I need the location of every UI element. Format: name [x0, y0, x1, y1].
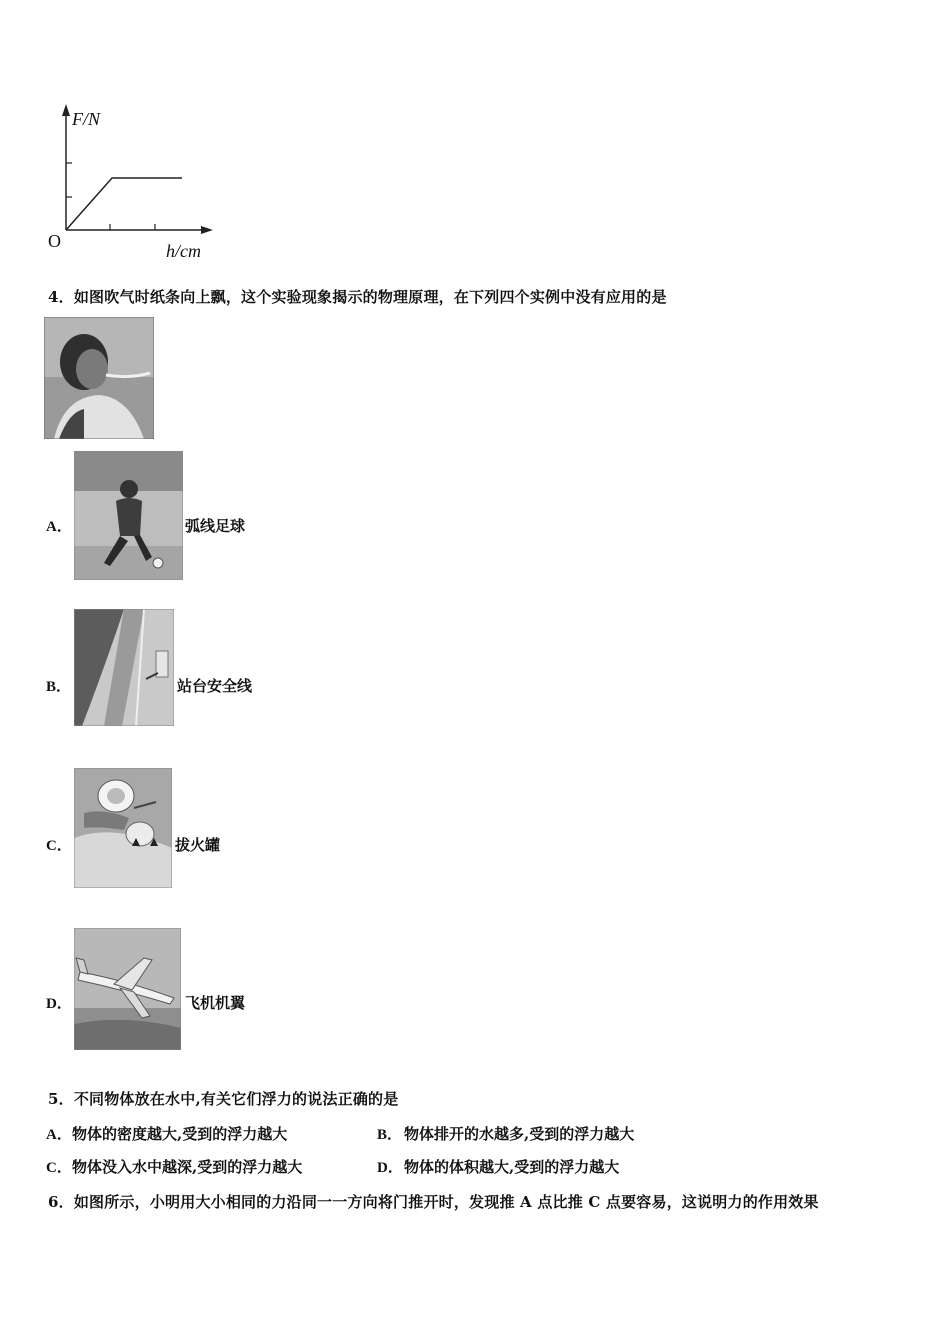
graph-y-label: F/N: [72, 109, 101, 129]
question-5-stem: 5．不同物体放在水中,有关它们浮力的说法正确的是: [48, 1090, 399, 1108]
graph-origin-label: O: [48, 231, 61, 251]
q5-option-b-letter: B．: [377, 1127, 403, 1143]
q4-option-a-text: 弧线足球: [185, 517, 246, 535]
q4-option-b-text: 站台安全线: [177, 677, 253, 695]
curve-football-photo[interactable]: [74, 451, 183, 580]
q4-option-c-letter: C．: [46, 838, 72, 854]
question-4-stem: 4．如图吹气时纸条向上飘，这个实验现象揭示的物理原理，在下列四个实例中没有应用的是: [48, 288, 667, 306]
platform-safety-line-photo[interactable]: [74, 609, 174, 726]
q4-option-c-text: 拔火罐: [175, 836, 221, 854]
q5-option-b-text: 物体排开的水越多,受到的浮力越大: [404, 1125, 635, 1143]
airplane-wing-photo[interactable]: [74, 928, 181, 1050]
q4-option-d-text: 飞机机翼: [185, 994, 246, 1012]
q5-option-d-letter: D．: [377, 1160, 403, 1176]
q4-option-b-letter: B．: [46, 679, 72, 695]
question-6-stem: 6．如图所示，小明用大小相同的力沿同一一方向将门推开时，发现推 A 点比推 C 点要容易，这说明力的作用效果: [48, 1193, 819, 1211]
q5-option-a-text: 物体的密度越大,受到的浮力越大: [72, 1125, 288, 1143]
q5-option-a-letter: A．: [46, 1127, 72, 1143]
blowing-paper-photo: [44, 317, 154, 439]
q4-option-a-letter: A．: [46, 519, 72, 535]
graph-line: [66, 178, 182, 230]
graph-x-label: h/cm: [166, 241, 201, 261]
graph-svg: [40, 100, 240, 270]
q5-option-d-text: 物体的体积越大,受到的浮力越大: [404, 1158, 620, 1176]
force-depth-graph: [40, 100, 240, 270]
graph-y-arrow: [62, 104, 70, 116]
graph-x-arrow: [201, 226, 213, 234]
q5-option-c-letter: C．: [46, 1160, 72, 1176]
cupping-jar-photo[interactable]: [74, 768, 172, 888]
q5-option-c-text: 物体没入水中越深,受到的浮力越大: [72, 1158, 303, 1176]
q4-option-d-letter: D．: [46, 996, 72, 1012]
